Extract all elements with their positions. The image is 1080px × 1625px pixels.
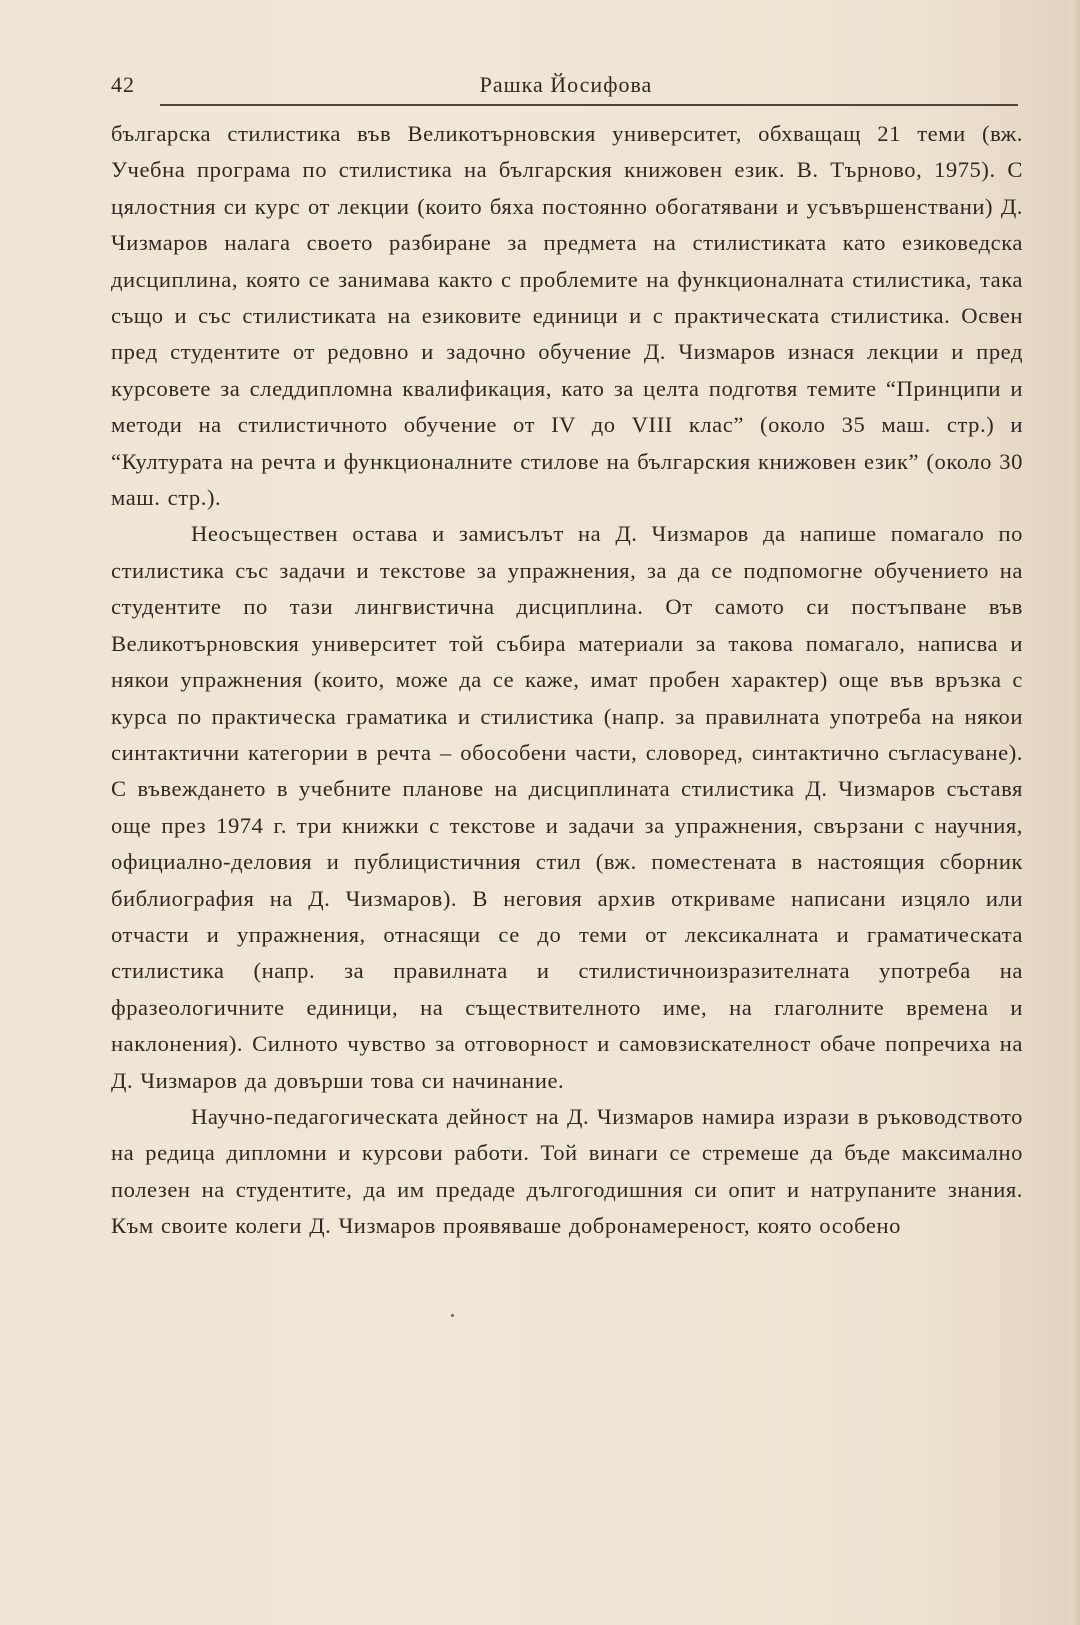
page-number: 42	[111, 72, 135, 97]
print-speck	[451, 1314, 454, 1317]
running-head-author: Рашка Йосифова	[479, 72, 653, 97]
paragraph-unrealized-textbook: Неосъществен остава и замисълът на Д. Чизмаров да напише помагало по стилистика със задачи и текстове за упражнения, за да се подпомогне обучението на студентите по тази лингвистична дисциплина. От самото си постъпване във Великотърновския университет той събира материали за такова помагало, написва и някои упражнения (които, може да се каже, имат пробен характер) още във връзка с курса по практическа граматика и стилистика (напр. за правилната употреба на някои синтактични категории в речта – обособени части, словоред, синтактично съгласуване). С въвеждането в учебните планове на дисциплината стилистика Д. Чизмаров съставя още през 1974 г. три книжки с текстове и задачи за упражнения, свързани с научния, официално-деловия и публицистичния стил (вж. поместената в настоящия сборник библиография на Д. Чизмаров). В неговия архив откриваме написани изцяло или отчасти и упражнения, отнасящи се до теми от лексикалната и граматическата стилистика (напр. за правилната и стилистичноизразителната употреба на фразеологичните единици, на съществителното име, на глаголните времена и наклонения). Силното чувство за отговорност и самовзискателност обаче попречиха на Д. Чизмаров да довърши това си начинание.	[111, 521, 1023, 1093]
header-rule	[160, 104, 1018, 106]
page-edge-shadow	[1070, 0, 1080, 1625]
body-text	[111, 116, 1023, 1245]
paragraph-continuation: българска стилистика във Великотърновския университет, обхващащ 21 теми (вж. Учебна програма по стилистика на българския книжовен език. В. Търново, 1975). С цялостния си курс от лекции (които бяха постоянно обогатявани и усъвършенствани) Д. Чизмаров налага своето разбиране за предмета на стилистиката като езиковедска дисциплина, която се занимава както с проблемите на функционалната стилистика, така също и със стилистиката на езиковите единици и с практическата стилистика. Освен пред студентите от редовно и задочно обучение Д. Чизмаров изнася лекции и пред курсовете за следдипломна квалификация, като за целта подготвя темите “Принципи и методи на стилистичното обучение от IV до VIII клас” (около 35 маш. стр.) и “Културата на речта и функционалните стилове на българския книжовен език” (около 30 маш. стр.).	[111, 121, 1023, 511]
paragraph-pedagogical-activity: Научно-педагогическата дейност на Д. Чизмаров намира изрази в ръководството на редица дипломни и курсови работи. Той винаги се стремеше да бъде максимално полезен на студентите, да им предаде дългогодишния си опит и натрупаните знания. Към своите колеги Д. Чизмаров проявяваше добронамереност, която особено	[111, 1103, 1023, 1239]
page-header	[111, 70, 1021, 106]
